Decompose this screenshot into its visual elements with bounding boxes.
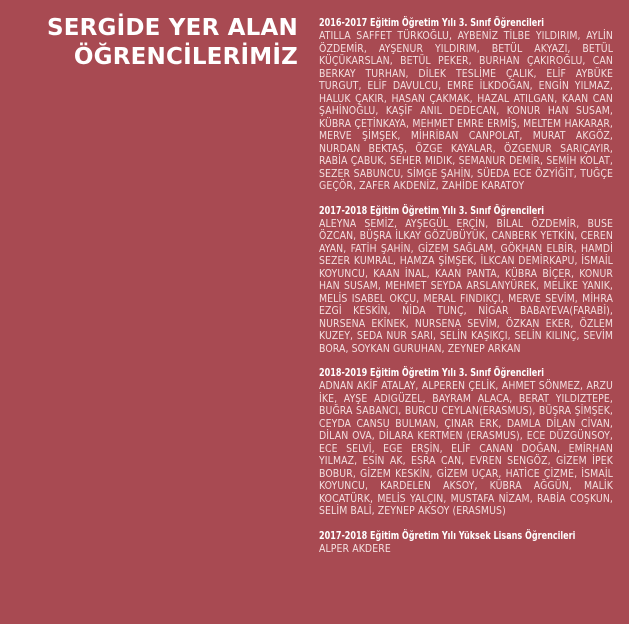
section-heading: 2017-2018 Eğitim Öğretim Yılı Yüksek Lisans Öğrencileri: [319, 530, 576, 542]
section-names: ADNAN AKİF ATALAY, ALPEREN ÇELİK, AHMET SÖNMEZ, ARZU İKE, AYŞE ADIGÜZEL, BAYRAM ALACA, BERAT YILDIZTEPE, BUĞRA SABANCI, BURCU CEYLAN(ERASMUS), BÜŞRA ŞİMŞEK, CEYDA CANSU BULMAN, ÇINAR ERK, DAMLA DİLAN CİVAN, DİLAN OVA, DİLARA KERTMEN (ERASMUS), ECE DÜZGÜNSOY, ECE SELVİ, EGE ERŞİN, ELİF CANAN DOĞAN, EMİRHAN YILMAZ, ESİN AK, ESRA CAN, EVREN SENGÖZ, GİZEM İPEK BOBUR, GİZEM KESKİN, GİZEM UÇAR, HATİCE ÇİZME, İSMAİL KOYUNCU, KARDELEN AKSOY, KÜBRA AĞGÜN, MALİK KOCATÜRK, MELİS YALÇIN, MUSTAFA NİZAM, RABİA COŞKUN, SELİM BALİ, ZEYNEP AKSOY (ERASMUS): [319, 380, 613, 517]
section-2018-2019: [319, 367, 613, 518]
page-title-line-1: SERGİDE YER ALAN: [46, 15, 298, 41]
page-title-line-2: ÖĞRENCİLERİMİZ: [73, 44, 298, 70]
section-2017-2018: [319, 205, 613, 356]
section-names: ALEYNA SEMİZ, AYŞEGÜL ERÇİN, BİLAL ÖZDEMİR, BUSE ÖZCAN, BÜŞRA İLKAY GÖZÜBÜYÜK, CANBERK YETKİN, CEREN AYAN, FATİH ŞAHİN, GİZEM SAĞLAM, GÖKHAN ELBİR, HAMDİ SEZER KUMRAL, HAMZA ŞİMŞEK, İLKCAN DEMİRKAPU, İSMAİL KOYUNCU, KAAN İNAL, KAAN PANTA, KÜBRA BİÇER, KONUR HAN SUSAM, MEHMET SEYDA ARSLANYÜREK, MELİKE YANIK, MELİS ISABEL OKÇU, MERAL FINDIKÇI, MERVE SEVİM, MİHRA EZGİ KESKİN, NİDA TUNÇ, NİGAR BABAYEVA(FARABİ), NURSENA EKİNEK, NURSENA SEVİM, ÖZKAN EKER, ÖZLEM KUZEY, SEDA NUR SARI, SELİN KAŞIKÇI, SELİN KILINÇ, SEVİM BORA, SOYKAN GURUHAN, ZEYNEP ARKAN: [319, 217, 613, 355]
section-heading: 2016-2017 Eğitim Öğretim Yılı 3. Sınıf Öğrencileri: [319, 18, 544, 29]
page-edge: [629, 0, 640, 624]
section-heading: 2018-2019 Eğitim Öğretim Yılı 3. Sınıf Öğrencileri: [319, 368, 544, 379]
section-names: ATILLA SAFFET TÜRKOĞLU, AYBENİZ TİLBE YILDIRIM, AYLİN ÖZDEMİR, AYŞENUR YILDIRIM, BETÜL AKYAZI, BETÜL KÜÇÜKARSLAN, BETÜL PEKER, BURHAN ÇAKIROĞLU, CAN BERKAY TURHAN, DİLEK TESLİME ÇALIK, ELİF AYBÜKE TURGUT, ELİF DAVULCU, EMRE İLKDOĞAN, ENGİN YILMAZ, HALUK ÇAKIR, HASAN ÇAKMAK, HAZAL ATILGAN, KAAN CAN ŞAHİNOĞLU, KAŞİF ANIL DEDECAN, KONUR HAN SUSAM, KÜBRA ÇETİNKAYA, MEHMET EMRE ERMİŞ, MELTEM HAKARAR, MERVE ŞİMŞEK, MİHRİBAN CANPOLAT, MURAT AKGÖZ, NURDAN BEKTAŞ, ÖZGE KAYALAR, ÖZGENUR SARIÇAYIR, RABİA ÇABUK, SEHER MIDIK, SEMANUR DEMİR, SEMİH KOLAT, SEZER SABUNCU, SİMGE ŞAHİN, SÜEDA ECE ÖZYİĞİT, TUĞÇE GEÇÖR, ZAFER AKDENİZ, ZAHİDE KARATOY: [319, 30, 613, 192]
section-2016-2017: [319, 17, 613, 193]
page-title: [47, 14, 298, 72]
section-names: ALPER AKDERE: [319, 542, 391, 555]
section-heading: 2017-2018 Eğitim Öğretim Yılı 3. Sınıf Öğrencileri: [319, 205, 544, 217]
student-list: [319, 17, 613, 567]
section-graduate: [319, 530, 613, 556]
